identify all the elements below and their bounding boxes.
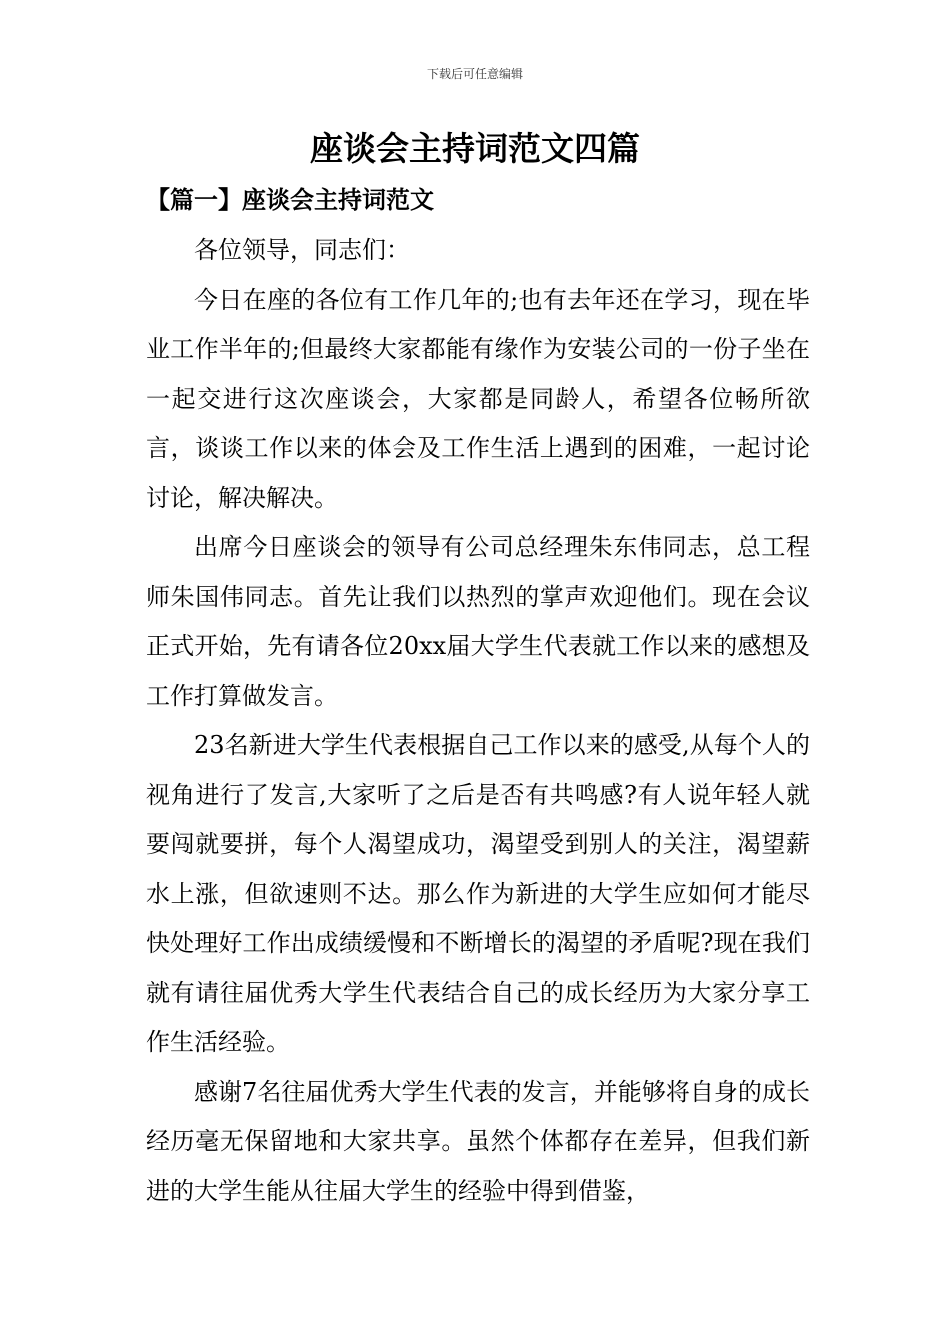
paragraph: 今日在座的各位有工作几年的;也有去年还在学习，现在毕业工作半年的;但最终大家都能有缘作为安装公司的一份子坐在一起交进行这次座谈会，大家都是同龄人，希望各位畅所欲言，谈谈工作以来的体会及工作生活上遇到的困难，一起讨论讨论，解决解决。 — [146, 285, 810, 512]
header-note: 下载后可任意编辑 — [426, 67, 523, 81]
document-body — [146, 226, 810, 1216]
document-title: 座谈会主持词范文四篇 — [310, 129, 640, 168]
paragraph: 出席今日座谈会的领导有公司总经理朱东伟同志，总工程师朱国伟同志。首先让我们以热烈的掌声欢迎他们。现在会议正式开始，先有请各位20xx届大学生代表就工作以来的感想及工作打算做发言。 — [146, 533, 810, 710]
paragraph-salutation: 各位领导，同志们： — [194, 236, 410, 264]
paragraph: 23名新进大学生代表根据自己工作以来的感受,从每个人的视角进行了发言,大家听了之后是否有共鸣感?有人说年轻人就要闯就要拼，每个人渴望成功，渴望受到别人的关注，渴望薪水上涨，但欲速则不达。那么作为新进的大学生应如何才能尽快处理好工作出成绩缓慢和不断增长的渴望的矛盾呢?现在我们就有请往届优秀大学生代表结合自己的成长经历为大家分享工作生活经验。 — [146, 731, 810, 1056]
section-heading: 【篇一】座谈会主持词范文 — [146, 185, 434, 214]
paragraph: 感谢7名往届优秀大学生代表的发言，并能够将自身的成长经历毫无保留地和大家共享。虽然个体都存在差异，但我们新进的大学生能从往届大学生的经验中得到借鉴， — [146, 1077, 810, 1205]
